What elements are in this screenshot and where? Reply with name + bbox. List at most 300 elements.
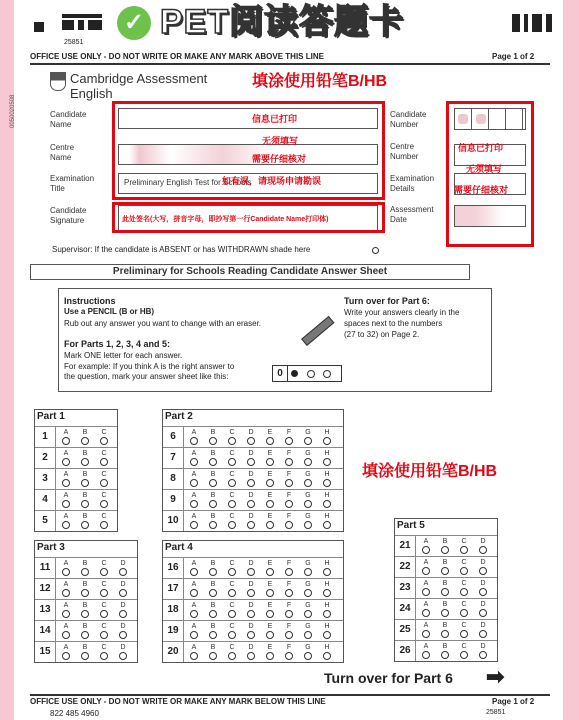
answer-bubble[interactable] [244, 471, 258, 487]
bubble-circle[interactable] [422, 588, 430, 596]
answer-bubble[interactable] [457, 538, 471, 554]
bubble-circle[interactable] [441, 567, 449, 575]
bubble-circle[interactable] [323, 652, 331, 660]
bubble-circle[interactable] [266, 652, 274, 660]
bubble-circle[interactable] [81, 631, 89, 639]
instructions-pencil: Use a PENCIL (B or HB) [64, 307, 155, 316]
bubble-circle[interactable] [479, 546, 487, 554]
bubble-circle[interactable] [62, 437, 70, 445]
bubble-circle[interactable] [228, 500, 236, 508]
bubble-circle[interactable] [247, 589, 255, 597]
bubble-circle[interactable] [323, 458, 331, 466]
answer-bubble[interactable] [438, 538, 452, 554]
bubble-circle[interactable] [62, 589, 70, 597]
bubble-circle[interactable] [228, 610, 236, 618]
answer-bubble[interactable] [78, 581, 92, 597]
bubble-circle[interactable] [266, 437, 274, 445]
answer-bubble[interactable] [282, 560, 296, 576]
question-number: 4 [35, 490, 56, 510]
answer-bubble[interactable] [97, 492, 111, 508]
answer-bubble[interactable] [282, 581, 296, 597]
bubble-circle[interactable] [323, 479, 331, 487]
answer-bubble[interactable] [78, 602, 92, 618]
answer-bubble[interactable] [206, 492, 220, 508]
answer-bubble[interactable] [419, 559, 433, 575]
answer-bubble[interactable] [78, 513, 92, 529]
answer-bubble[interactable] [282, 450, 296, 466]
answer-bubble[interactable] [59, 623, 73, 639]
answer-bubble[interactable] [282, 471, 296, 487]
bubble-letter: B [210, 560, 216, 567]
bubble-circle[interactable] [460, 567, 468, 575]
bubble-letter: C [461, 538, 467, 545]
answer-bubble[interactable] [263, 560, 277, 576]
answer-bubble[interactable] [97, 560, 111, 576]
answer-bubble[interactable] [244, 602, 258, 618]
answer-bubble[interactable] [59, 513, 73, 529]
answer-bubble[interactable] [206, 602, 220, 618]
bubble-circle[interactable] [304, 521, 312, 529]
bubble-circle[interactable] [266, 631, 274, 639]
answer-bubble[interactable] [206, 623, 220, 639]
bubble-circle[interactable] [266, 589, 274, 597]
bubble-circle[interactable] [304, 589, 312, 597]
answer-bubble[interactable] [225, 450, 239, 466]
answer-bubble[interactable] [263, 623, 277, 639]
answer-bubble[interactable] [320, 450, 334, 466]
answer-bubble[interactable] [116, 623, 130, 639]
answer-bubble[interactable] [419, 538, 433, 554]
answer-bubble[interactable] [301, 492, 315, 508]
bubble-circle[interactable] [479, 588, 487, 596]
answer-bubble[interactable] [244, 513, 258, 529]
bubble-circle[interactable] [422, 567, 430, 575]
answer-bubble[interactable] [187, 450, 201, 466]
arrow-right-icon: ➡ [486, 664, 505, 689]
answer-bubble[interactable] [206, 471, 220, 487]
answer-bubble[interactable] [187, 513, 201, 529]
bubble-circle[interactable] [247, 458, 255, 466]
bubble-circle[interactable] [460, 588, 468, 596]
answer-bubble[interactable] [187, 581, 201, 597]
bubble-circle[interactable] [119, 631, 127, 639]
bubble-letter: E [267, 560, 273, 567]
bubble-circle[interactable] [190, 458, 198, 466]
answer-bubble[interactable] [263, 581, 277, 597]
answer-bubble[interactable] [244, 581, 258, 597]
answer-bubble[interactable] [206, 581, 220, 597]
answer-bubble[interactable] [187, 644, 201, 660]
bubble-circle[interactable] [190, 500, 198, 508]
bubble-circle[interactable] [100, 610, 108, 618]
answer-bubble[interactable] [476, 559, 490, 575]
answer-bubble[interactable] [476, 538, 490, 554]
bubble-circle[interactable] [228, 458, 236, 466]
bubble-circle[interactable] [100, 568, 108, 576]
answer-bubble[interactable] [419, 580, 433, 596]
bubble-circle[interactable] [209, 652, 217, 660]
answer-bubble[interactable] [116, 560, 130, 576]
bubble-circle[interactable] [323, 589, 331, 597]
answer-bubble[interactable] [225, 644, 239, 660]
answer-bubble[interactable] [97, 513, 111, 529]
bubble-circle[interactable] [119, 610, 127, 618]
bubble-circle[interactable] [285, 652, 293, 660]
bubble-letter: D [120, 623, 126, 630]
answer-bubble[interactable] [282, 644, 296, 660]
answer-bubble[interactable] [301, 623, 315, 639]
bubble-circle[interactable] [285, 610, 293, 618]
answer-bubble[interactable] [187, 492, 201, 508]
bubble-circle[interactable] [209, 479, 217, 487]
bubble-circle[interactable] [228, 437, 236, 445]
answer-bubble[interactable] [282, 513, 296, 529]
bubble-circle[interactable] [479, 567, 487, 575]
bubble-circle[interactable] [266, 521, 274, 529]
bubble-circle[interactable] [247, 652, 255, 660]
answer-bubble[interactable] [282, 492, 296, 508]
bubble-circle[interactable] [323, 568, 331, 576]
bubble-circle[interactable] [81, 437, 89, 445]
bubble-circle[interactable] [62, 521, 70, 529]
bubble-circle[interactable] [304, 568, 312, 576]
answer-bubble[interactable] [476, 580, 490, 596]
answer-bubble[interactable] [419, 622, 433, 638]
answer-bubble[interactable] [282, 602, 296, 618]
answer-bubble[interactable] [320, 513, 334, 529]
bubble-circle[interactable] [304, 610, 312, 618]
bubble-circle[interactable] [62, 479, 70, 487]
answer-bubble[interactable] [301, 560, 315, 576]
answer-bubble[interactable] [59, 581, 73, 597]
answer-bubble[interactable] [59, 450, 73, 466]
bubble-circle[interactable] [422, 651, 430, 659]
answer-bubble[interactable] [116, 602, 130, 618]
answer-bubble[interactable] [225, 560, 239, 576]
bubble-circle[interactable] [62, 500, 70, 508]
answer-bubble[interactable] [263, 644, 277, 660]
bottom-page-number: Page 1 of 2 [492, 697, 535, 706]
answer-bubble[interactable] [244, 450, 258, 466]
bubble-circle[interactable] [247, 610, 255, 618]
bubble-circle[interactable] [190, 479, 198, 487]
answer-bubble[interactable] [438, 559, 452, 575]
question-number: 14 [35, 621, 56, 641]
answer-bubble[interactable] [59, 471, 73, 487]
answer-bubble[interactable] [244, 644, 258, 660]
part-label: Part 3 [37, 542, 65, 553]
footer-right-code: 25851 [486, 709, 506, 716]
bubble-circle[interactable] [323, 631, 331, 639]
bubble-circle[interactable] [209, 500, 217, 508]
answer-bubble[interactable] [78, 471, 92, 487]
bubble-letter: D [248, 602, 254, 609]
answer-bubble[interactable] [263, 602, 277, 618]
bubble-circle[interactable] [190, 437, 198, 445]
answer-bubble[interactable] [244, 429, 258, 445]
bubble-circle[interactable] [100, 479, 108, 487]
bubble-circle[interactable] [247, 521, 255, 529]
bubble-circle[interactable] [190, 610, 198, 618]
bubble-circle[interactable] [247, 631, 255, 639]
bubble-circle[interactable] [228, 568, 236, 576]
bubble-circle[interactable] [304, 652, 312, 660]
bubble-circle[interactable] [441, 609, 449, 617]
bubble-circle[interactable] [247, 568, 255, 576]
bubble-circle[interactable] [81, 479, 89, 487]
bubble-circle[interactable] [304, 437, 312, 445]
bubble-letter: A [63, 644, 69, 651]
answer-bubble[interactable] [59, 492, 73, 508]
answer-bubble[interactable] [419, 601, 433, 617]
bubble-circle[interactable] [323, 610, 331, 618]
answer-bubble[interactable] [301, 602, 315, 618]
bubble-circle[interactable] [266, 500, 274, 508]
answer-bubble[interactable] [457, 643, 471, 659]
answer-bubble[interactable] [438, 622, 452, 638]
bubble-circle[interactable] [100, 458, 108, 466]
answer-bubble[interactable] [206, 644, 220, 660]
answer-bubble[interactable] [206, 513, 220, 529]
bubble-circle[interactable] [209, 568, 217, 576]
bubble-circle[interactable] [190, 568, 198, 576]
answer-bubble[interactable] [476, 622, 490, 638]
bubble-circle[interactable] [190, 589, 198, 597]
question-number: 5 [35, 511, 56, 531]
answer-bubble[interactable] [206, 429, 220, 445]
answer-bubble[interactable] [59, 560, 73, 576]
answer-bubble[interactable] [225, 492, 239, 508]
bubble-circle[interactable] [228, 589, 236, 597]
bubble-circle[interactable] [285, 500, 293, 508]
answer-bubble[interactable] [97, 581, 111, 597]
bubble-letter: B [82, 513, 88, 520]
bubble-circle[interactable] [119, 568, 127, 576]
answer-bubble[interactable] [116, 644, 130, 660]
bubble-circle[interactable] [304, 631, 312, 639]
answer-bubble[interactable] [97, 471, 111, 487]
bubble-circle[interactable] [100, 652, 108, 660]
answer-bubble[interactable] [320, 429, 334, 445]
answer-bubble[interactable] [187, 429, 201, 445]
bubble-circle[interactable] [209, 610, 217, 618]
answer-bubble[interactable] [301, 581, 315, 597]
bubble-circle[interactable] [81, 652, 89, 660]
answer-bubble[interactable] [438, 601, 452, 617]
answer-bubble[interactable] [263, 492, 277, 508]
bubble-circle[interactable] [460, 546, 468, 554]
answer-bubble[interactable] [59, 644, 73, 660]
bubble-circle[interactable] [323, 521, 331, 529]
bubble-circle[interactable] [285, 568, 293, 576]
bubble-circle[interactable] [479, 609, 487, 617]
answer-bubble[interactable] [97, 602, 111, 618]
bubble-circle[interactable] [285, 458, 293, 466]
answer-bubble[interactable] [78, 450, 92, 466]
bubble-letter: C [101, 581, 107, 588]
bubble-circle[interactable] [119, 652, 127, 660]
bubble-circle[interactable] [247, 479, 255, 487]
answer-bubble[interactable] [244, 560, 258, 576]
answer-bubble[interactable] [225, 513, 239, 529]
answer-bubble[interactable] [225, 602, 239, 618]
bubble-circle[interactable] [228, 521, 236, 529]
bubble-circle[interactable] [285, 437, 293, 445]
bubble-circle[interactable] [304, 479, 312, 487]
answer-bubble[interactable] [457, 559, 471, 575]
bubble-circle[interactable] [209, 589, 217, 597]
answer-bubble[interactable] [320, 602, 334, 618]
answer-bubble[interactable] [320, 560, 334, 576]
answer-bubble[interactable] [263, 429, 277, 445]
bubble-circle[interactable] [81, 500, 89, 508]
bubble-circle[interactable] [209, 458, 217, 466]
answer-bubble[interactable] [320, 581, 334, 597]
bubble-circle[interactable] [209, 631, 217, 639]
bubble-circle[interactable] [209, 521, 217, 529]
left-printed-note: 信息已打印 [252, 114, 298, 124]
bubble-circle[interactable] [100, 589, 108, 597]
answer-bubble[interactable] [97, 429, 111, 445]
bubble-circle[interactable] [247, 500, 255, 508]
bubble-circle[interactable] [266, 458, 274, 466]
answer-bubble[interactable] [244, 623, 258, 639]
answer-bubble[interactable] [301, 429, 315, 445]
bubble-circle[interactable] [266, 479, 274, 487]
bubble-circle[interactable] [228, 652, 236, 660]
answer-bubble[interactable] [320, 644, 334, 660]
bubble-circle[interactable] [100, 437, 108, 445]
bubble-circle[interactable] [190, 521, 198, 529]
bubble-circle[interactable] [190, 652, 198, 660]
answer-bubble[interactable] [225, 471, 239, 487]
answer-row [163, 468, 343, 490]
bubble-circle[interactable] [100, 500, 108, 508]
answer-bubble[interactable] [116, 581, 130, 597]
bubble-circle[interactable] [323, 437, 331, 445]
answer-bubble[interactable] [97, 644, 111, 660]
answer-bubble[interactable] [59, 429, 73, 445]
bubble-letter: H [324, 471, 330, 478]
answer-bubble[interactable] [419, 643, 433, 659]
absent-bubble[interactable] [372, 247, 379, 254]
bubble-circle[interactable] [441, 630, 449, 638]
bubble-circle[interactable] [285, 631, 293, 639]
bubble-circle[interactable] [100, 521, 108, 529]
bubble-circle[interactable] [62, 610, 70, 618]
bubble-circle[interactable] [247, 437, 255, 445]
answer-bubble[interactable] [206, 560, 220, 576]
answer-bubble[interactable] [301, 471, 315, 487]
bubble-circle[interactable] [81, 521, 89, 529]
answer-bubble[interactable] [225, 623, 239, 639]
bubble-circle[interactable] [479, 630, 487, 638]
bubble-letter: G [305, 644, 311, 651]
answer-bubble[interactable] [457, 580, 471, 596]
answer-bubble[interactable] [438, 643, 452, 659]
answer-bubble[interactable] [301, 513, 315, 529]
answer-bubble[interactable] [225, 429, 239, 445]
answer-bubble[interactable] [476, 643, 490, 659]
bubble-circle[interactable] [81, 458, 89, 466]
answer-bubble[interactable] [187, 623, 201, 639]
answer-bubble[interactable] [97, 450, 111, 466]
bubble-circle[interactable] [422, 609, 430, 617]
answer-bubble[interactable] [187, 471, 201, 487]
answer-bubble[interactable] [225, 581, 239, 597]
bubble-circle[interactable] [422, 630, 430, 638]
bubble-circle[interactable] [266, 568, 274, 576]
answer-bubble[interactable] [78, 429, 92, 445]
bubble-circle[interactable] [304, 500, 312, 508]
answer-bubble[interactable] [457, 601, 471, 617]
answer-bubble[interactable] [187, 560, 201, 576]
answer-bubble[interactable] [282, 623, 296, 639]
bubble-circle[interactable] [62, 652, 70, 660]
bubble-circle[interactable] [81, 568, 89, 576]
answer-bubble[interactable] [320, 471, 334, 487]
answer-bubble[interactable] [78, 560, 92, 576]
bubble-circle[interactable] [190, 631, 198, 639]
answer-bubble[interactable] [457, 622, 471, 638]
bubble-circle[interactable] [479, 651, 487, 659]
answer-bubble[interactable] [476, 601, 490, 617]
bubble-circle[interactable] [460, 630, 468, 638]
answer-bubble[interactable] [244, 492, 258, 508]
bubble-circle[interactable] [422, 546, 430, 554]
answer-bubble[interactable] [263, 471, 277, 487]
bubble-circle[interactable] [228, 479, 236, 487]
answer-bubble[interactable] [78, 492, 92, 508]
answer-bubble[interactable] [263, 450, 277, 466]
bubble-circle[interactable] [228, 631, 236, 639]
answer-bubble[interactable] [206, 450, 220, 466]
bubble-circle[interactable] [285, 589, 293, 597]
bubble-circle[interactable] [119, 589, 127, 597]
answer-bubble[interactable] [320, 623, 334, 639]
bubble-circle[interactable] [460, 609, 468, 617]
bubble-circle[interactable] [62, 458, 70, 466]
bubble-circle[interactable] [323, 500, 331, 508]
answer-bubble[interactable] [59, 602, 73, 618]
bubble-circle[interactable] [209, 437, 217, 445]
bubble-circle[interactable] [441, 651, 449, 659]
answer-bubble[interactable] [263, 513, 277, 529]
bubble-circle[interactable] [441, 546, 449, 554]
answer-bubble[interactable] [78, 644, 92, 660]
answer-bubble[interactable] [438, 580, 452, 596]
answer-bubble[interactable] [187, 602, 201, 618]
bubble-circle[interactable] [81, 589, 89, 597]
bubble-circle[interactable] [285, 521, 293, 529]
bubble-circle[interactable] [62, 631, 70, 639]
bubble-circle[interactable] [441, 588, 449, 596]
bubble-circle[interactable] [100, 631, 108, 639]
bubble-circle[interactable] [81, 610, 89, 618]
bubble-circle[interactable] [266, 610, 274, 618]
answer-bubble[interactable] [78, 623, 92, 639]
bubble-circle[interactable] [460, 651, 468, 659]
bubble-circle[interactable] [304, 458, 312, 466]
answer-bubble[interactable] [320, 492, 334, 508]
answer-bubble[interactable] [301, 644, 315, 660]
instructions-heading: Instructions [64, 296, 116, 306]
bubble-circle[interactable] [285, 479, 293, 487]
answer-bubble[interactable] [301, 450, 315, 466]
answer-bubble[interactable] [282, 429, 296, 445]
bubble-circle[interactable] [62, 568, 70, 576]
answer-bubble[interactable] [97, 623, 111, 639]
